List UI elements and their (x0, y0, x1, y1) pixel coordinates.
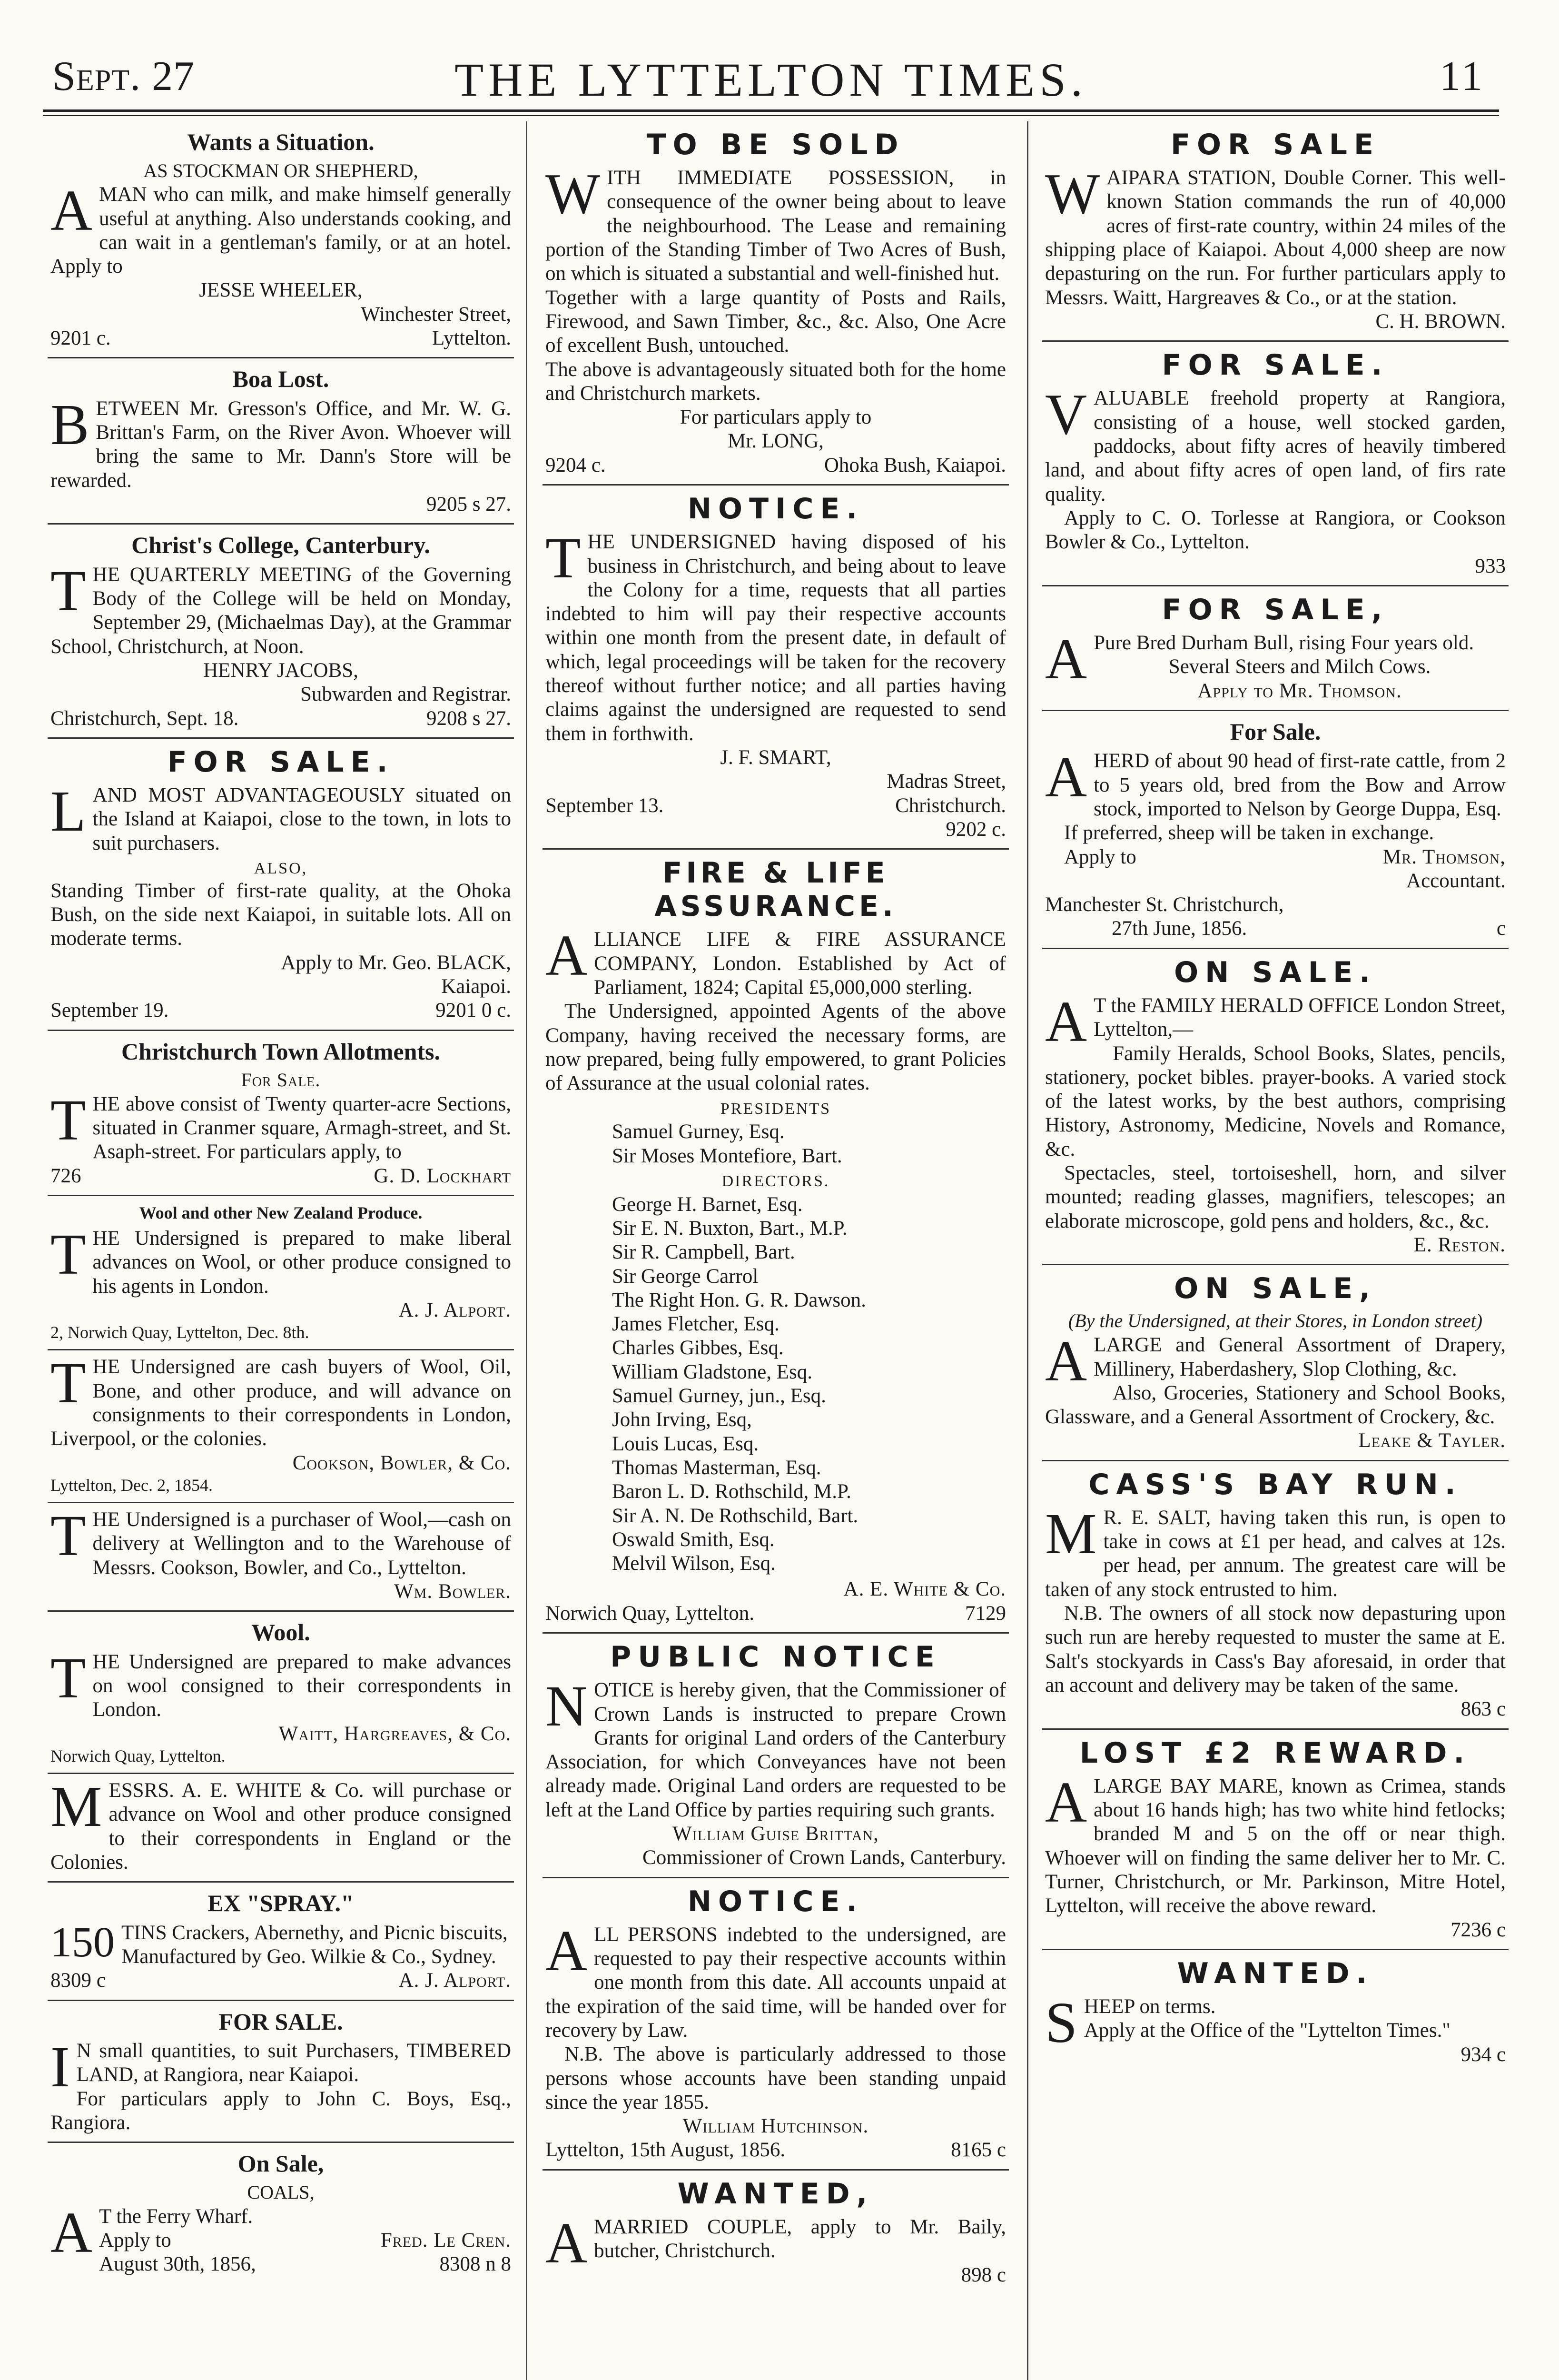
ad-body-3: Spectacles, steel, tortoiseshell, horn, and silver mounted; reading glasses, magnifiers, telescopes; an elaborate microscope, gold pens and holders, &c., &c. (1045, 1162, 1506, 1232)
list-item: Samuel Gurney, jun., Esq. (612, 1385, 826, 1408)
ad-ref: 9205 s 27. (426, 493, 511, 516)
ad-role: Commissioner of Crown Lands, Canterbury. (642, 1846, 1006, 1869)
ad-body: N small quantities, to suit Purchasers, TIMBERED LAND, at Rangiora, near Kaiapoi. (76, 2040, 511, 2086)
ad-cattle-herd (1042, 711, 1509, 949)
ad-body: ALUABLE freehold property at Rangiora, consisting of a house, well stocked garden, paddocks, about fifty acres of heavily timbered land, and about fifty acres of open land, of firs rate quality. (1045, 387, 1506, 506)
drop-cap: A (1045, 989, 1087, 1054)
ad-heading: TO BE SOLD (646, 128, 905, 161)
ad-drapery (1042, 1265, 1509, 1461)
ad-date: September 13. (545, 794, 664, 817)
ad-heading: Christchurch Town Allotments. (121, 1038, 441, 1065)
ad-body-2: Apply to C. O. Torlesse at Rangiora, or Cookson Bowler & Co., Lyttelton. (1045, 506, 1506, 554)
ad-notice-hutchinson (543, 1878, 1009, 2171)
ad-ref: 7236 c (1450, 1918, 1506, 1941)
ad-body: OTICE is hereby given, that the Commissioner of Crown Lands is instructed to prepare Crown Grants for original Land orders of the Canterbury Association, for which Conveyances have not been already made. Original Land orders are requested to be left at the Land Office by parties requiring such grants. (545, 1679, 1006, 1821)
ad-body-2: Family Heralds, School Books, Slates, pencils, stationery, pocket bibles. prayer-books. A varied stock of the latest works, by the best authors, comprising History, Astronomy, Medicine, Novels and Romance, &c. (1045, 1042, 1506, 1160)
ad-ref: 9201 c. (50, 327, 111, 350)
ad-body: ETWEEN Mr. Gresson's Office, and Mr. W. G. Brittan's Farm, on the River Avon. Whoever will bring the same to Mr. Dann's Store will be rewarded. (50, 397, 511, 492)
drop-cap: A (1045, 745, 1087, 810)
column-rule (1027, 121, 1028, 2380)
ad-ref: 933 (1475, 555, 1506, 577)
drop-cap: N (545, 1674, 588, 1739)
ad-body: MAN who can milk, and make himself generally useful at anything. Also understands cooking, and can wait in a gentleman's family, or at an hotel. Apply to (50, 183, 511, 278)
ad-body: MARRIED COUPLE, apply to Mr. Baily, butcher, Christchurch. (594, 2215, 1006, 2262)
ad-ref: 726 (50, 1164, 81, 1187)
ad-heading: FOR SALE, (1162, 593, 1389, 626)
ad-body: ESSRS. A. E. WHITE & Co. will purchase or advance on Wool and other produce consigned to their correspondents in England or the Colonies. (50, 1779, 511, 1874)
list-item: Charles Gibbes, Esq. (612, 1337, 784, 1359)
ad-wanted-couple (543, 2171, 1009, 2294)
ad-body: HE above consist of Twenty quarter-acre Sections, situated in Cranmer square, Armagh-street, and St. Asaph-street. For particulars apply, to (92, 1092, 511, 1163)
ad-body: HE Undersigned are cash buyers of Wool, Oil, Bone, and other produce, and will advance on consignments to their correspondents in London, Liverpool, or the colonies. (50, 1356, 511, 1450)
ad-name: William Hutchinson. (682, 2115, 869, 2138)
ad-heading: Wants a Situation. (187, 129, 375, 155)
ad-body: LL PERSONS indebted to the undersigned, are requested to pay their respective accounts within one month from this date. All accounts unpaid at the expiration of the said time, will be handed over for recovery by Law. (545, 1923, 1006, 2042)
list-item: James Fletcher, Esq. (612, 1313, 780, 1336)
ad-body: HERD of about 90 head of first-rate cattle, from 2 to 5 years old, bred from the Bow and Arrow stock, imported to Nelson by George Duppa, Esq. (1094, 750, 1506, 820)
list-item: Sir R. Campbell, Bart. (612, 1241, 795, 1264)
ad-heading: CASS'S BAY RUN. (1088, 1468, 1462, 1501)
list-item: John Irving, Esq, (612, 1408, 752, 1431)
list-item: Thomas Masterman, Esq. (612, 1456, 821, 1479)
column-3 (1042, 121, 1509, 2380)
list-item: Oswald Smith, Esq. (612, 1528, 775, 1551)
ad-apply: Apply to (99, 2229, 171, 2251)
drop-cap: A (50, 178, 93, 243)
ad-apply: Apply to (1064, 845, 1136, 868)
ad-rangiora-property (1042, 342, 1509, 586)
ad-name: A. J. Alport. (398, 1969, 511, 1992)
ad-body-2: Also, Groceries, Stationery and School Books, Glassware, and a General Assortment of Crockery, &c. (1045, 1381, 1506, 1428)
ad-ref: 8309 c (50, 1969, 106, 1992)
ad-body: AND MOST ADVANTAGEOUSLY situated on the Island at Kaiapoi, close to the town, in lots to suit purchasers. (92, 784, 511, 854)
ad-date: 27th June, 1856. (1112, 917, 1247, 940)
ad-date: September 19. (50, 999, 169, 1022)
ad-heading: FIRE & LIFE ASSURANCE. (654, 856, 897, 923)
drop-cap: W (1045, 162, 1100, 227)
ad-place: Manchester St. Christchurch, (1045, 893, 1284, 916)
drop-cap: M (1045, 1501, 1097, 1566)
ad-name: JESSE WHEELER, (199, 279, 363, 302)
ad-heading: FOR SALE. (1162, 348, 1389, 382)
list-item: Sir E. N. Buxton, Bart., M.P. (612, 1217, 848, 1240)
ad-role: Accountant. (1406, 869, 1506, 892)
ad-for-sale-kaiapoi (48, 739, 514, 1031)
column-rule (526, 121, 527, 2380)
issue-date: Sept. 27 (52, 53, 195, 99)
drop-cap: A (1045, 627, 1087, 692)
ad-subheading: COALS, (247, 2181, 315, 2203)
ad-ref: 7129 (965, 1602, 1006, 1625)
directors-label: DIRECTORS. (721, 1172, 830, 1190)
ad-heading: Wool and other New Zealand Produce. (139, 1203, 423, 1223)
ad-ref: 9201 0 c. (435, 999, 511, 1022)
ad-white-co (48, 1774, 514, 1883)
ad-body: HE Undersigned is a purchaser of Wool,—cash on delivery at Wellington and to the Warehouse of Messrs. Cookson, Bowler, and Co., Lyttelton. (92, 1508, 511, 1579)
ad-heading: NOTICE. (687, 1884, 864, 1918)
ad-town: Lyttelton. (432, 327, 511, 350)
ad-ref: 8165 c (951, 2139, 1006, 2162)
ad-body-2: If preferred, sheep will be taken in exchange. (1064, 822, 1434, 844)
drop-cap: 150 (50, 1918, 115, 1966)
ad-street: Winchester Street, (361, 303, 511, 326)
ad-ref: 863 c (1460, 1698, 1506, 1721)
list-item: Louis Lucas, Esq. (612, 1432, 759, 1455)
ad-body-2: N.B. The above is particularly addressed to those persons whose accounts have been standing unpaid since the year 1855. (545, 2043, 1006, 2113)
ad-ref: 934 c (1460, 2043, 1506, 2066)
ad-apply: Apply to Mr. Thomson. (1197, 679, 1402, 702)
ad-label: ALSO, (254, 860, 308, 878)
drop-cap: T (50, 1504, 86, 1568)
ad-body: T the Ferry Wharf. (99, 2205, 253, 2228)
ad-address: Lyttelton, Dec. 2, 1854. (50, 1475, 213, 1495)
ad-body-2: Manufactured by Geo. Wilkie & Co., Sydney. (121, 1945, 496, 1968)
ad-body: HE QUARTERLY MEETING of the Governing Body of the College will be held on Monday, September 29, (Michaelmas Day), at the Grammar School, Christchurch, at Noon. (50, 563, 511, 658)
ad-ref: 9208 s 27. (426, 707, 511, 730)
ad-wanted-sheep (1042, 1950, 1509, 2073)
ad-ref: 9204 c. (545, 454, 606, 476)
ad-body: T the FAMILY HERALD OFFICE London Street, Lyttelton,— (1094, 994, 1506, 1041)
ad-cash-buyers (48, 1350, 514, 1503)
ad-durham-bull (1042, 586, 1509, 711)
ad-heading: Boa Lost. (232, 366, 329, 393)
ad-heading: FOR SALE. (218, 2008, 343, 2035)
ad-name: Leake & Tayler. (1358, 1429, 1506, 1452)
ad-heading: EX "SPRAY." (207, 1890, 354, 1917)
ad-name: Fred. Le Cren. (380, 2229, 511, 2251)
ad-name: C. H. BROWN. (1375, 310, 1506, 333)
ad-subheading: (By the Undersigned, at their Stores, in London street) (1068, 1310, 1483, 1332)
drop-cap: T (50, 1351, 86, 1416)
ad-lost-reward (1042, 1730, 1509, 1950)
ad-heading: For Sale. (1230, 718, 1321, 745)
list-item: Sir A. N. De Rothschild, Bart. (612, 1504, 858, 1527)
ad-role: Subwarden and Registrar. (300, 683, 511, 706)
ad-heading: NOTICE. (687, 492, 864, 526)
ad-apply: Apply to Mr. Geo. BLACK, (281, 951, 511, 974)
ad-body: R. E. SALT, having taken this run, is open to take in cows at £1 per head, and calves at 12s. per head, per annum. The greatest care will be taken of any stock entrusted to him. (1045, 1506, 1506, 1601)
ad-body: ITH IMMEDIATE POSSESSION, in consequence of the owner being about to leave the neighbourhood. The Lease and remaining portion of the Standing Timber of Two Acres of Bush, on which is situated a substantial and well-finished hut. (545, 167, 1006, 285)
ad-body: HE Undersigned are prepared to make advances on wool consigned to their correspondents in London. (92, 1650, 511, 1721)
drop-cap: W (545, 162, 601, 227)
ad-body: Pure Bred Durham Bull, rising Four years old. (1094, 632, 1474, 654)
ad-place: Ohoka Bush, Kaiapoi. (824, 454, 1006, 476)
ad-body: HEEP on terms. (1084, 1995, 1216, 2018)
ad-heading: LOST £2 REWARD. (1079, 1736, 1471, 1770)
ad-ref: 898 c (961, 2263, 1006, 2286)
drop-cap: A (545, 2211, 588, 2275)
list-item: Sir George Carrol (612, 1265, 759, 1288)
ad-ref: c (1496, 917, 1506, 940)
ad-name: J. F. SMART, (720, 746, 831, 769)
ad-name: A. E. White & Co. (843, 1578, 1006, 1601)
drop-cap: A (1045, 1329, 1087, 1394)
drop-cap: S (1045, 1991, 1077, 2055)
ad-body-2: Several Steers and Milch Cows. (1168, 655, 1431, 678)
ad-name: Waitt, Hargreaves, & Co. (278, 1722, 511, 1745)
ad-town: Kaiapoi. (441, 975, 511, 998)
column-1 (48, 121, 514, 2380)
ad-body-3: The above is advantageously situated both for the home and Christchurch markets. (545, 358, 1006, 405)
ad-heading: Christ's College, Canterbury. (131, 532, 430, 559)
presidents-label: PRESIDENTS (720, 1100, 831, 1118)
drop-cap: L (50, 779, 86, 844)
drop-cap: T (50, 558, 86, 623)
ad-place: Norwich Quay, Lyttelton. (545, 1602, 755, 1625)
drop-cap: B (50, 392, 89, 457)
drop-cap: A (1045, 1770, 1087, 1835)
ad-wool-purchaser (48, 1503, 514, 1612)
ad-body-2: Apply at the Office of the "Lyttelton Times." (1084, 2019, 1450, 2042)
ad-name: Wm. Bowler. (394, 1580, 511, 1603)
list-item: Baron L. D. Rothschild, M.P. (612, 1480, 851, 1503)
ad-wool-produce (48, 1196, 514, 1350)
page-number: 11 (1440, 53, 1485, 99)
directors-list (545, 1193, 1006, 1576)
ad-heading: FOR SALE. (167, 745, 395, 779)
ad-waipara-station (1042, 121, 1509, 342)
ad-name: G. D. Lockhart (374, 1164, 511, 1187)
masthead (43, 42, 1499, 113)
ad-body: LARGE and General Assortment of Drapery, Millinery, Haberdashery, Slop Clothing, &c. (1094, 1334, 1506, 1380)
list-item: Samuel Gurney, Esq. (612, 1121, 785, 1143)
ad-place: Christchurch, Sept. 18. (50, 707, 239, 730)
ad-wool (48, 1612, 514, 1774)
ad-coals (48, 2143, 514, 2283)
ad-notice-smart (543, 486, 1009, 850)
ad-heading: ON SALE. (1174, 955, 1377, 989)
drop-cap: A (545, 1918, 588, 1983)
ad-heading: WANTED, (677, 2177, 874, 2211)
ad-public-notice (543, 1634, 1009, 1878)
ad-fire-life-assurance (543, 850, 1009, 1634)
drop-cap: T (50, 1646, 86, 1710)
ad-name: A. J. Alport. (398, 1299, 511, 1322)
ad-heading: WANTED. (1177, 1956, 1374, 1990)
ad-body-2: Standing Timber of first-rate quality, at the Ohoka Bush, on the side next Kaiapoi, in suitable lots. All on moderate terms. (50, 879, 511, 950)
ad-wants-situation (48, 121, 514, 358)
ad-town: Christchurch. (895, 794, 1006, 817)
drop-cap: T (50, 1222, 86, 1287)
drop-cap: T (50, 1088, 86, 1152)
ad-body: LARGE BAY MARE, known as Crimea, stands about 16 hands high; has two white hind fetlocks; branded M and 5 on the off or near thigh. Whoever will on finding the same deliver her to Mr. C. Turner, Christchurch, or Mr. Parkinson, Mitre Hotel, Lyttelton, will receive the above reward. (1045, 1775, 1506, 1917)
ad-subheading: AS STOCKMAN OR SHEPHERD, (143, 159, 418, 181)
ad-body: AIPARA STATION, Double Corner. This well-known Station commands the run of 40,000 acres of first-rate country, within 24 miles of the shipping place of Kaiapoi. About 4,000 sheep are now depasturing on the run. For further particulars apply to Messrs. Waitt, Hargreaves & Co., or at the station. (1045, 167, 1506, 309)
ad-street: Madras Street, (887, 770, 1006, 793)
ad-boa-lost (48, 358, 514, 525)
ad-name: Mr. LONG, (728, 430, 824, 453)
drop-cap: A (50, 2200, 93, 2265)
drop-cap: T (545, 526, 581, 591)
ad-heading: On Sale, (237, 2150, 324, 2177)
drop-cap: I (50, 2035, 70, 2100)
ad-christs-college (48, 525, 514, 739)
ad-heading: ON SALE, (1174, 1272, 1377, 1306)
presidents-list (545, 1120, 1006, 1168)
ad-subheading: For Sale. (241, 1069, 321, 1091)
ad-apply: For particulars apply to (680, 406, 872, 429)
ad-name: Mr. Thomson, (1382, 845, 1506, 868)
ad-cass-bay-run (1042, 1461, 1509, 1730)
ad-to-be-sold (543, 121, 1009, 486)
column-2 (543, 121, 1009, 2380)
ad-heading: FOR SALE (1171, 128, 1380, 161)
ad-body-2: The Undersigned, appointed Agents of the above Company, having received the necessary forms, are now prepared, being fully empowered, to grant Policies of Assurance at the usual colonial rates. (545, 1000, 1006, 1095)
ad-date: Lyttelton, 15th August, 1856. (545, 2139, 786, 2162)
ad-body: HE UNDERSIGNED having disposed of his business in Christchurch, and being about to leave the Colony for a time, requests that all parties indebted to him will pay their respective accounts within one month from the present date, in default of which, legal proceedings will be taken for the recovery thereof without further notice; and all parties having claims against the undersigned are requested to send them in forthwith. (545, 531, 1006, 745)
ad-address: 2, Norwich Quay, Lyttelton, Dec. 8th. (50, 1323, 309, 1342)
drop-cap: A (545, 923, 588, 988)
ad-body-2: For particulars apply to John C. Boys, Esq., Rangiora. (50, 2087, 511, 2134)
masthead-rule (43, 109, 1499, 112)
ad-ref: 9202 c. (946, 818, 1006, 841)
ad-address: Norwich Quay, Lyttelton. (50, 1746, 226, 1765)
list-item: The Right Hon. G. R. Dawson. (612, 1289, 866, 1311)
ad-heading: Wool. (251, 1619, 310, 1646)
list-item: George H. Barnet, Esq. (612, 1193, 803, 1216)
ad-town-allotments (48, 1031, 514, 1196)
list-item: Melvil Wilson, Esq. (612, 1552, 776, 1575)
ad-family-herald (1042, 949, 1509, 1265)
ad-body-2: Together with a large quantity of Posts and Rails, Firewood, and Sawn Timber, &c., &c. Also, One Acre of excellent Bush, untouched. (545, 286, 1006, 357)
list-item: William Gladstone, Esq. (612, 1360, 813, 1383)
ad-name: Cookson, Bowler, & Co. (292, 1451, 511, 1474)
ad-name: William Guise Brittan, (672, 1822, 879, 1845)
ad-name: E. Reston. (1413, 1233, 1506, 1256)
ad-body-2: N.B. The owners of all stock now depasturing upon such run are hereby requested to muster the same at E. Salt's stockyards in Cass's Bay aforesaid, in order that an account and delivery may be taken of the same. (1045, 1602, 1506, 1696)
drop-cap: V (1045, 382, 1087, 447)
ad-body: TINS Crackers, Abernethy, and Picnic biscuits, (121, 1921, 508, 1944)
ad-date: August 30th, 1856, (99, 2253, 256, 2276)
masthead-rule-thin (43, 115, 1499, 116)
ad-timbered-land (48, 2001, 514, 2143)
ad-body: LLIANCE LIFE & FIRE ASSURANCE COMPANY, London. Established by Act of Parliament, 1824; Capital £5,000,000 sterling. (594, 928, 1006, 999)
ad-ref: 8308 n 8 (439, 2253, 511, 2276)
list-item: Sir Moses Montefiore, Bart. (612, 1144, 842, 1167)
ad-body: HE Undersigned is prepared to make liberal advances on Wool, or other produce consigned to his agents in London. (92, 1227, 511, 1298)
ad-ex-spray (48, 1883, 514, 2001)
ad-name: HENRY JACOBS, (203, 659, 358, 682)
ad-heading: PUBLIC NOTICE (610, 1640, 941, 1674)
drop-cap: M (50, 1775, 102, 1839)
newspaper-title: THE LYTTELTON TIMES. (454, 53, 1087, 106)
